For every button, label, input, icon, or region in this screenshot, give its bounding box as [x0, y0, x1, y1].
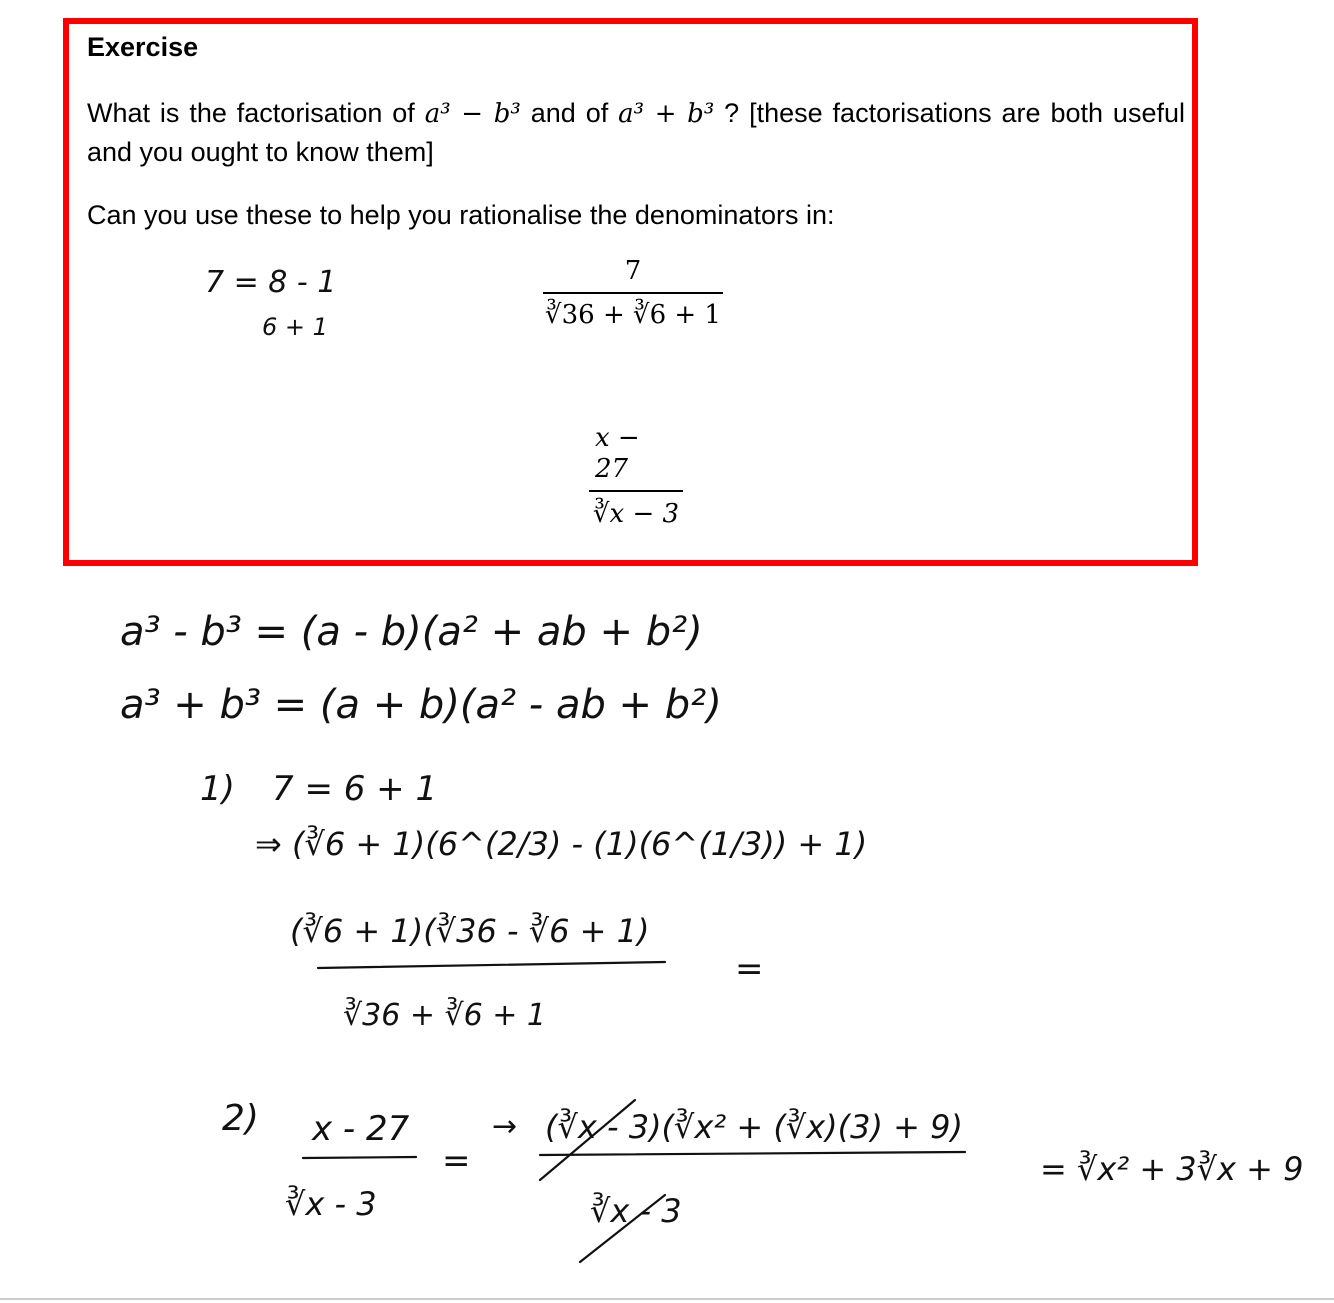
question-text-after: ? [these factorisations are both useful and you ought to know them] — [87, 98, 1185, 167]
part2-expanded-denominator: ∛x - 3 — [590, 1192, 682, 1230]
part1-equals: = — [735, 949, 764, 989]
part2-expanded-fraction-bar — [540, 1152, 965, 1155]
part1-fraction-bar — [318, 962, 665, 968]
part2-arrow: → — [492, 1109, 518, 1144]
part1-label: 1) — [200, 769, 235, 809]
part2-denominator: ∛x - 3 — [285, 1185, 377, 1223]
margin-note-2: 6 + 1 — [262, 313, 328, 341]
fraction-1-denominator: ∛36 + ∛6 + 1 — [545, 300, 721, 330]
fraction-2-numerator-text: x − 27 — [595, 423, 640, 484]
identity-sum: a³ + b³ = (a + b)(a² - ab + b²) — [120, 682, 722, 728]
question-text-middle: and of — [520, 98, 619, 128]
fraction-1-numerator: 7 — [624, 256, 642, 286]
part2-numerator: x - 27 — [312, 1109, 410, 1149]
question-text-before: What is the factorisation of — [87, 98, 425, 128]
prompt-text: Can you use these to help you rationalise the denominators in: — [87, 200, 835, 230]
part1-line1: 7 = 6 + 1 — [272, 769, 438, 809]
expression-sum-of-cubes: a³ + b³ — [618, 99, 715, 129]
identity-difference: a³ - b³ = (a - b)(a² + ab + b²) — [120, 609, 703, 655]
part2-expanded-numerator: (∛x - 3)(∛x² + (∛x)(3) + 9) — [545, 1108, 963, 1146]
part1-denominator: ∛36 + ∛6 + 1 — [343, 998, 546, 1033]
page-bottom-rule — [0, 1298, 1334, 1300]
margin-note-1: 7 = 8 - 1 — [205, 265, 337, 300]
part2-label: 2) — [222, 1098, 259, 1139]
part2-equals: = — [442, 1141, 471, 1181]
exercise-title: Exercise — [87, 32, 199, 62]
part2-fraction-bar — [303, 1157, 416, 1158]
expression-difference-of-cubes: a³ − b³ — [424, 99, 521, 129]
fraction-2-denominator-text: ∛x − 3 — [592, 499, 680, 529]
part2-result: = ∛x² + 3∛x + 9 — [1040, 1150, 1304, 1188]
part1-line2: ⇒ (∛6 + 1)(6^(2/3) - (1)(6^(1/3)) + 1) — [255, 825, 868, 863]
part1-numerator: (∛6 + 1)(∛36 - ∛6 + 1) — [290, 912, 650, 950]
